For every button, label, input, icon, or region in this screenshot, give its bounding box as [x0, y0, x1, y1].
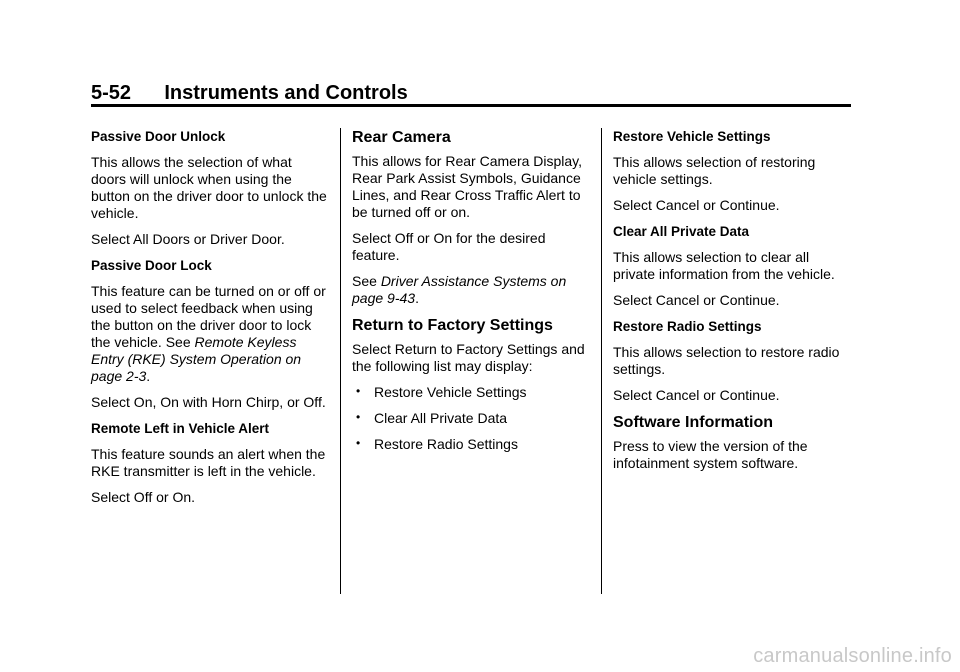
cross-reference-link[interactable]: Driver Assistance Systems on page 9-43 [352, 273, 567, 306]
paragraph: Select Off or On. [91, 489, 196, 505]
bullet-icon: • [356, 384, 361, 398]
bullet-icon: • [356, 436, 361, 450]
cross-reference-link[interactable]: Remote Keyless Entry (RKE) System Operation on page 2-3 [91, 334, 302, 384]
section-title-passive-door-lock: Passive Door Lock [91, 258, 212, 273]
text: See [352, 273, 381, 289]
paragraph [352, 273, 588, 307]
section-title-clear-private-data: Clear All Private Data [613, 224, 750, 239]
section-title-remote-left-alert: Remote Left in Vehicle Alert [91, 421, 270, 436]
paragraph: This allows selection of restoring vehicle settings. [613, 154, 816, 187]
paragraph: This feature sounds an alert when the RKE transmitter is left in the vehicle. [91, 446, 326, 479]
bullet-list [352, 384, 588, 453]
header-rule [91, 104, 851, 107]
paragraph: Select Cancel or Continue. [613, 197, 780, 213]
page-header [91, 80, 851, 106]
paragraph: This allows selection to clear all private information from the vehicle. [613, 249, 835, 282]
heading-rear-camera: Rear Camera [352, 129, 451, 146]
column-left [91, 128, 327, 515]
heading-return-to-factory-settings: Return to Factory Settings [352, 317, 553, 334]
column-divider [340, 128, 341, 594]
column-divider [601, 128, 602, 594]
paragraph: Select All Doors or Driver Door. [91, 231, 285, 247]
text: This feature can be turned on or off or used to select feedback when using the button on the driver door to lock the vehicle. See [91, 283, 326, 350]
paragraph: This allows the selection of what doors will unlock when using the button on the driver door to unlock the vehicle. [91, 154, 327, 221]
paragraph: Select Cancel or Continue. [613, 292, 780, 308]
paragraph: This allows for Rear Camera Display, Rear Park Assist Symbols, Guidance Lines, and Rear Cross Traffic Alert to be turned off or on. [352, 153, 583, 220]
paragraph: This allows selection to restore radio settings. [613, 344, 840, 377]
list-item [352, 384, 588, 401]
paragraph: Press to view the version of the infotainment system software. [613, 438, 808, 471]
list-item-label: Restore Vehicle Settings [374, 384, 527, 400]
list-item-label: Clear All Private Data [374, 410, 508, 426]
paragraph: Select Cancel or Continue. [613, 387, 780, 403]
paragraph [91, 283, 327, 385]
bullet-icon: • [356, 410, 361, 424]
paragraph: Select On, On with Horn Chirp, or Off. [91, 394, 326, 410]
list-item [352, 436, 588, 453]
list-item-label: Restore Radio Settings [374, 436, 518, 452]
text: . [415, 290, 419, 306]
text: . [146, 368, 151, 384]
list-item [352, 410, 588, 427]
watermark: carmanualsonline.info [753, 645, 952, 667]
paragraph: Select Return to Factory Settings and the following list may display: [352, 341, 585, 374]
section-title-restore-radio-settings: Restore Radio Settings [613, 319, 762, 334]
page-title: 5-52 Instruments and Controls [91, 82, 408, 104]
heading-software-information: Software Information [613, 414, 774, 431]
column-right [613, 128, 853, 481]
section-title-passive-door-unlock: Passive Door Unlock [91, 129, 226, 144]
paragraph: Select Off or On for the desired feature. [352, 230, 546, 263]
column-middle [352, 128, 588, 462]
section-title-restore-vehicle-settings: Restore Vehicle Settings [613, 129, 771, 144]
